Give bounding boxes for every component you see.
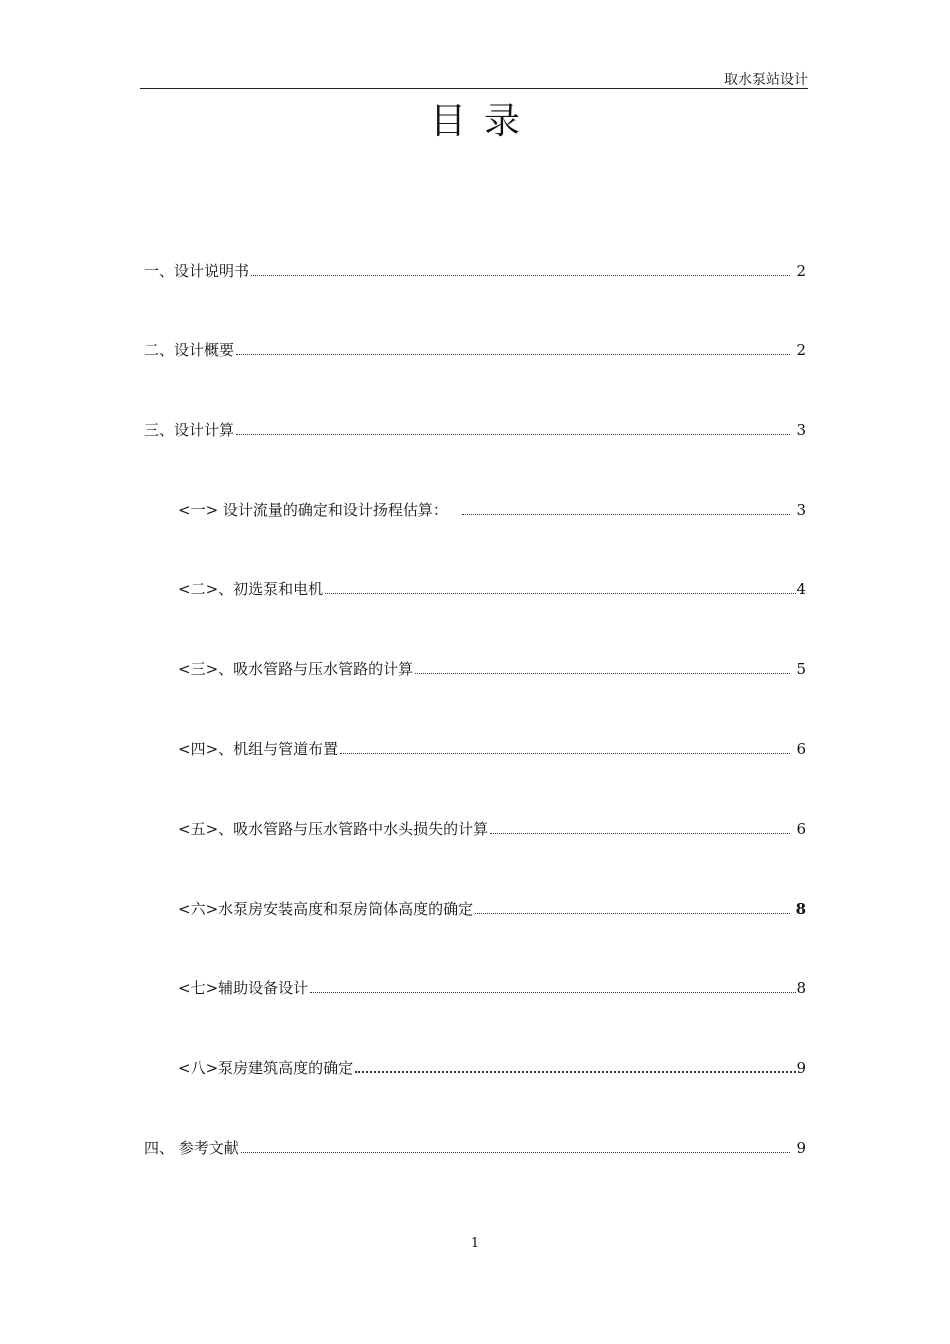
toc-dot-leader	[415, 672, 790, 674]
toc-entry-label: <七>辅助设备设计	[178, 979, 309, 997]
toc-entry-label: 二、设计概要	[144, 341, 235, 359]
toc-entry-references[interactable]	[144, 1134, 806, 1158]
toc-entry-building-height[interactable]	[178, 1054, 806, 1078]
toc-page-number: 8	[795, 900, 806, 918]
toc-entry-head-loss[interactable]	[178, 815, 806, 839]
toc-entry-auxiliary-equipment[interactable]	[178, 974, 806, 998]
running-header: 取水泵站设计	[724, 72, 808, 88]
toc-entry-label: 一、设计说明书	[144, 262, 250, 280]
toc-entry-installation-height[interactable]	[178, 895, 806, 919]
toc-page-number: 2	[796, 341, 806, 359]
toc-page-number: 3	[796, 421, 806, 439]
toc-entry-label: <五>、吸水管路与压水管路中水头损失的计算	[178, 820, 489, 838]
toc-entry-flow-and-head[interactable]	[178, 496, 806, 520]
toc-entry-label: <二>、初选泵和电机	[178, 580, 324, 598]
toc-page-number: 3	[796, 501, 806, 519]
toc-entry-label: <四>、机组与管道布置	[178, 740, 339, 758]
toc-entry-design-description[interactable]	[144, 257, 806, 281]
toc-entry-label: 三、设计计算	[144, 421, 235, 439]
toc-page-number: 6	[796, 820, 806, 838]
toc-dot-leader	[241, 1151, 791, 1153]
toc-page-number: 6	[796, 740, 806, 758]
toc-page-number: 9	[796, 1059, 806, 1077]
toc-page-number: 5	[796, 660, 806, 678]
toc-entry-label: <一> 设计流量的确定和设计扬程估算：	[178, 501, 448, 519]
toc-page-number: 4	[796, 580, 806, 598]
header-rule	[140, 88, 808, 89]
toc-entry-label: 四、 参考文献	[144, 1139, 239, 1157]
toc-dot-leader	[236, 353, 790, 355]
toc-dot-leader	[251, 274, 790, 276]
toc-page-number: 8	[796, 979, 806, 997]
toc-dot-leader	[236, 433, 790, 435]
toc-dot-leader	[490, 832, 790, 834]
toc-entry-design-overview[interactable]	[144, 336, 806, 360]
toc-entry-label: <三>、吸水管路与压水管路的计算	[178, 660, 414, 678]
toc-page-number: 2	[796, 262, 806, 280]
toc-entry-pipe-calculation[interactable]	[178, 655, 806, 679]
page-number: 1	[470, 1236, 480, 1251]
toc-entry-label: <八>泵房建筑高度的确定	[178, 1059, 354, 1077]
toc-dot-leader	[325, 592, 796, 594]
toc-dot-leader	[462, 513, 791, 515]
toc-dot-leader	[355, 1070, 796, 1073]
toc-dot-leader	[340, 752, 790, 754]
page-title: 目录	[429, 101, 538, 142]
toc-dot-leader	[310, 991, 796, 993]
toc-entry-pump-selection[interactable]	[178, 575, 806, 599]
toc-entry-design-calculation[interactable]	[144, 416, 806, 440]
toc-dot-leader	[475, 912, 789, 914]
toc-entry-unit-layout[interactable]	[178, 735, 806, 759]
toc-entry-label: <六>水泵房安装高度和泵房筒体高度的确定	[178, 900, 474, 918]
toc-page-number: 9	[796, 1139, 806, 1157]
